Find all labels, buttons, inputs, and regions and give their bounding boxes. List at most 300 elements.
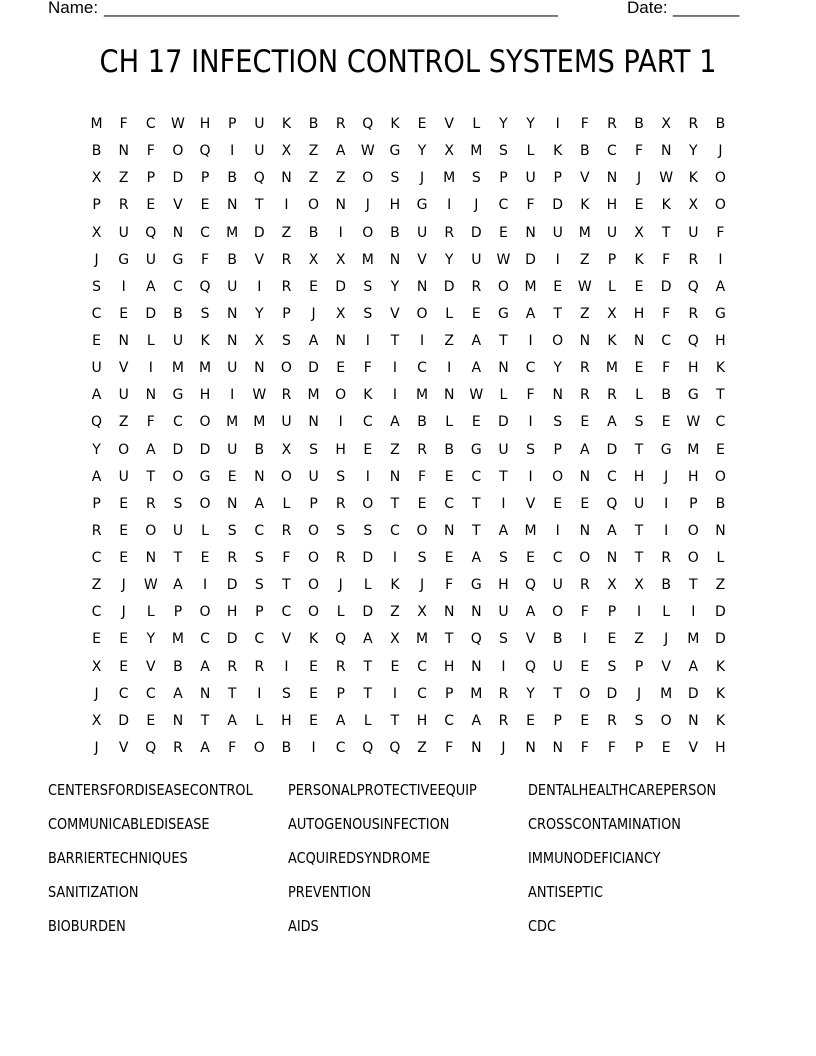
grid-cell[interactable]: E xyxy=(92,333,101,349)
grid-cell[interactable]: X xyxy=(688,197,699,214)
grid-cell[interactable]: M xyxy=(687,631,700,648)
grid-cell[interactable]: U xyxy=(471,251,482,268)
grid-cell[interactable]: F xyxy=(526,197,535,214)
grid-cell[interactable]: N xyxy=(471,658,482,675)
grid-cell[interactable]: R xyxy=(335,658,346,675)
grid-cell[interactable]: P xyxy=(553,170,562,187)
grid-cell[interactable]: P xyxy=(553,712,562,729)
grid-cell[interactable]: N xyxy=(579,468,591,485)
grid-cell[interactable]: Z xyxy=(118,170,129,187)
grid-cell[interactable]: N xyxy=(715,522,726,539)
grid-cell[interactable]: C xyxy=(715,414,726,431)
grid-cell[interactable]: I xyxy=(555,522,560,539)
grid-cell[interactable]: G xyxy=(470,441,482,458)
grid-cell[interactable]: R xyxy=(661,550,672,566)
grid-cell[interactable]: U xyxy=(254,143,265,160)
grid-cell[interactable]: U xyxy=(633,495,645,512)
grid-cell[interactable]: D xyxy=(525,251,536,268)
grid-cell[interactable]: X xyxy=(91,170,102,187)
grid-cell[interactable]: L xyxy=(363,712,372,729)
grid-cell[interactable]: K xyxy=(607,333,617,349)
grid-cell[interactable]: B xyxy=(308,224,319,241)
grid-cell[interactable]: I xyxy=(555,251,560,268)
grid-cell[interactable]: S xyxy=(634,712,644,729)
grid-cell[interactable]: O xyxy=(308,522,320,539)
grid-cell[interactable]: I xyxy=(311,739,316,756)
grid-cell[interactable]: L xyxy=(662,604,671,621)
grid-cell[interactable]: N xyxy=(145,550,157,566)
grid-cell[interactable]: K xyxy=(688,170,698,187)
grid-cell[interactable]: P xyxy=(444,685,454,702)
grid-cell[interactable]: G xyxy=(416,197,428,214)
grid-cell[interactable]: X xyxy=(634,577,644,594)
grid-cell[interactable]: D xyxy=(145,305,157,322)
name-field[interactable]: ________________________________________________ xyxy=(104,0,558,17)
grid-cell[interactable]: L xyxy=(635,387,643,404)
grid-cell[interactable]: K xyxy=(715,658,726,675)
grid-cell[interactable]: R xyxy=(254,658,265,675)
grid-cell[interactable]: X xyxy=(390,631,400,648)
grid-cell[interactable]: N xyxy=(443,604,455,621)
grid-cell[interactable]: N xyxy=(552,739,563,756)
grid-cell[interactable]: R xyxy=(118,197,129,214)
grid-cell[interactable]: J xyxy=(365,197,370,214)
grid-cell[interactable]: V xyxy=(688,739,699,756)
grid-cell[interactable]: R xyxy=(281,278,292,295)
grid-cell[interactable]: O xyxy=(552,604,564,621)
grid-cell[interactable]: N xyxy=(525,224,536,241)
grid-cell[interactable]: Y xyxy=(689,143,698,160)
grid-cell[interactable]: A xyxy=(335,712,346,729)
grid-cell[interactable]: C xyxy=(335,739,346,756)
grid-cell[interactable]: W xyxy=(360,143,375,160)
grid-cell[interactable]: S xyxy=(363,278,373,295)
grid-cell[interactable]: Q xyxy=(253,170,265,187)
grid-cell[interactable]: O xyxy=(335,387,347,404)
grid-cell[interactable]: L xyxy=(201,522,209,539)
grid-cell[interactable]: L xyxy=(146,333,155,349)
grid-cell[interactable]: I xyxy=(447,197,452,214)
grid-cell[interactable]: S xyxy=(634,414,644,431)
grid-cell[interactable]: I xyxy=(392,360,397,377)
grid-cell[interactable]: U xyxy=(118,224,129,241)
grid-cell[interactable]: N xyxy=(172,712,184,729)
grid-cell[interactable]: S xyxy=(526,441,535,458)
grid-cell[interactable]: B xyxy=(715,116,726,132)
grid-cell[interactable]: E xyxy=(336,360,346,377)
grid-cell[interactable]: I xyxy=(528,414,533,431)
grid-cell[interactable]: W xyxy=(686,414,701,431)
grid-cell[interactable]: C xyxy=(525,360,536,377)
grid-cell[interactable]: C xyxy=(444,712,455,729)
grid-cell[interactable]: I xyxy=(257,278,262,295)
grid-cell[interactable]: N xyxy=(416,278,428,295)
grid-cell[interactable]: T xyxy=(689,577,698,594)
grid-cell[interactable]: R xyxy=(335,495,346,512)
grid-cell[interactable]: L xyxy=(445,414,454,431)
grid-cell[interactable]: J xyxy=(338,577,343,594)
grid-cell[interactable]: E xyxy=(146,712,156,729)
grid-cell[interactable]: H xyxy=(688,360,699,377)
grid-cell[interactable]: I xyxy=(528,333,533,349)
grid-cell[interactable]: J xyxy=(664,631,669,648)
grid-cell[interactable]: R xyxy=(227,658,238,675)
grid-cell[interactable]: E xyxy=(444,468,454,485)
grid-cell[interactable]: N xyxy=(525,739,536,756)
grid-cell[interactable]: O xyxy=(145,522,157,539)
grid-cell[interactable]: K xyxy=(715,685,726,702)
grid-cell[interactable]: J xyxy=(121,577,126,594)
grid-cell[interactable]: S xyxy=(607,658,617,675)
grid-cell[interactable]: L xyxy=(499,387,508,404)
grid-cell[interactable]: L xyxy=(146,604,155,621)
grid-cell[interactable]: Z xyxy=(308,170,319,187)
grid-cell[interactable]: C xyxy=(254,631,265,648)
grid-cell[interactable]: E xyxy=(227,468,237,485)
grid-cell[interactable]: P xyxy=(146,170,156,187)
grid-cell[interactable]: Q xyxy=(389,739,401,756)
grid-cell[interactable]: W xyxy=(171,116,185,132)
grid-cell[interactable]: G xyxy=(172,251,184,268)
grid-cell[interactable]: B xyxy=(417,414,427,431)
grid-cell[interactable]: A xyxy=(471,333,482,349)
grid-cell[interactable]: O xyxy=(280,360,292,377)
grid-cell[interactable]: M xyxy=(226,414,239,431)
grid-cell[interactable]: V xyxy=(118,360,129,377)
grid-cell[interactable]: K xyxy=(661,197,671,214)
grid-cell[interactable]: Q xyxy=(335,631,347,648)
grid-cell[interactable]: A xyxy=(471,550,482,566)
grid-cell[interactable]: U xyxy=(227,441,238,458)
grid-cell[interactable]: U xyxy=(688,224,699,241)
grid-cell[interactable]: R xyxy=(607,712,617,729)
grid-cell[interactable]: R xyxy=(688,305,699,322)
grid-cell[interactable]: G xyxy=(660,441,672,458)
grid-cell[interactable]: X xyxy=(254,333,265,349)
grid-cell[interactable]: V xyxy=(390,305,400,322)
grid-cell[interactable]: D xyxy=(687,685,699,702)
grid-cell[interactable]: I xyxy=(230,143,235,160)
grid-cell[interactable]: Z xyxy=(417,739,427,756)
grid-cell[interactable]: Y xyxy=(255,305,264,322)
grid-cell[interactable]: G xyxy=(172,387,184,404)
grid-cell[interactable]: J xyxy=(636,170,642,187)
grid-cell[interactable]: S xyxy=(254,550,264,566)
grid-cell[interactable]: O xyxy=(308,604,320,621)
grid-cell[interactable]: A xyxy=(471,712,482,729)
grid-cell[interactable]: B xyxy=(661,577,671,594)
grid-cell[interactable]: D xyxy=(253,224,265,241)
grid-cell[interactable]: N xyxy=(335,197,346,214)
grid-cell[interactable]: S xyxy=(498,143,508,160)
grid-cell[interactable]: H xyxy=(606,197,618,214)
grid-cell[interactable]: G xyxy=(118,251,130,268)
grid-cell[interactable]: G xyxy=(498,305,509,322)
grid-cell[interactable]: J xyxy=(94,251,99,268)
grid-cell[interactable]: M xyxy=(226,224,239,241)
grid-cell[interactable]: N xyxy=(606,550,618,566)
grid-cell[interactable]: E xyxy=(553,495,563,512)
grid-cell[interactable]: G xyxy=(389,143,401,160)
grid-cell[interactable]: P xyxy=(200,170,210,187)
grid-cell[interactable]: E xyxy=(716,441,725,458)
grid-cell[interactable]: X xyxy=(607,305,617,322)
grid-cell[interactable]: H xyxy=(715,333,726,349)
grid-cell[interactable]: I xyxy=(582,631,587,648)
grid-cell[interactable]: N xyxy=(226,305,238,322)
grid-cell[interactable]: S xyxy=(173,495,183,512)
grid-cell[interactable]: K xyxy=(715,360,726,377)
grid-cell[interactable]: Z xyxy=(390,604,400,621)
grid-cell[interactable]: V xyxy=(146,658,156,675)
grid-cell[interactable]: O xyxy=(280,468,292,485)
grid-cell[interactable]: Q xyxy=(199,278,211,295)
grid-cell[interactable]: G xyxy=(199,468,211,485)
grid-cell[interactable]: R xyxy=(335,550,346,566)
grid-cell[interactable]: T xyxy=(553,305,562,322)
grid-cell[interactable]: I xyxy=(501,495,506,512)
grid-cell[interactable]: A xyxy=(146,278,156,295)
grid-cell[interactable]: F xyxy=(662,251,671,268)
grid-cell[interactable]: W xyxy=(577,278,592,295)
grid-cell[interactable]: A xyxy=(498,522,509,539)
grid-cell[interactable]: X xyxy=(335,305,346,322)
grid-cell[interactable]: P xyxy=(282,305,291,322)
grid-cell[interactable]: N xyxy=(471,739,482,756)
grid-cell[interactable]: C xyxy=(91,604,102,621)
grid-cell[interactable]: K xyxy=(634,251,644,268)
grid-cell[interactable]: I xyxy=(664,495,669,512)
grid-cell[interactable]: O xyxy=(172,468,184,485)
grid-cell[interactable]: O xyxy=(308,550,320,566)
grid-cell[interactable]: N xyxy=(254,360,265,377)
grid-cell[interactable]: N xyxy=(606,170,618,187)
grid-cell[interactable]: K xyxy=(553,143,563,160)
grid-cell[interactable]: Q xyxy=(525,658,537,675)
grid-cell[interactable]: H xyxy=(199,116,211,132)
grid-cell[interactable]: K xyxy=(363,387,373,404)
grid-cell[interactable]: A xyxy=(580,441,590,458)
grid-cell[interactable]: L xyxy=(255,712,264,729)
grid-cell[interactable]: Y xyxy=(526,116,535,132)
grid-cell[interactable]: G xyxy=(470,577,482,594)
grid-cell[interactable]: R xyxy=(579,360,590,377)
grid-cell[interactable]: H xyxy=(498,577,509,594)
grid-cell[interactable]: M xyxy=(443,170,456,187)
grid-cell[interactable]: O xyxy=(660,712,672,729)
grid-cell[interactable]: C xyxy=(91,305,102,322)
grid-cell[interactable]: Q xyxy=(687,333,699,349)
grid-cell[interactable]: T xyxy=(200,712,210,729)
grid-cell[interactable]: I xyxy=(148,360,153,377)
grid-cell[interactable]: V xyxy=(281,631,292,648)
grid-cell[interactable]: D xyxy=(362,604,374,621)
grid-cell[interactable]: E xyxy=(417,116,427,132)
grid-cell[interactable]: S xyxy=(363,305,373,322)
grid-cell[interactable]: B xyxy=(173,658,183,675)
grid-cell[interactable]: H xyxy=(389,197,401,214)
grid-cell[interactable]: F xyxy=(119,116,128,132)
grid-cell[interactable]: D xyxy=(715,604,726,621)
grid-cell[interactable]: E xyxy=(580,712,590,729)
grid-cell[interactable]: U xyxy=(552,224,563,241)
grid-cell[interactable]: A xyxy=(308,333,319,349)
grid-cell[interactable]: E xyxy=(526,712,535,729)
grid-cell[interactable]: C xyxy=(173,414,183,431)
grid-cell[interactable]: I xyxy=(555,116,560,132)
grid-cell[interactable]: S xyxy=(498,550,508,566)
grid-cell[interactable]: A xyxy=(607,522,617,539)
grid-cell[interactable]: A xyxy=(173,685,183,702)
grid-cell[interactable]: D xyxy=(226,631,238,648)
grid-cell[interactable]: B xyxy=(552,631,563,648)
grid-cell[interactable]: T xyxy=(444,631,454,648)
grid-cell[interactable]: W xyxy=(252,387,267,404)
date-field[interactable]: _______ xyxy=(673,0,740,17)
grid-cell[interactable]: C xyxy=(552,550,563,566)
grid-cell[interactable]: I xyxy=(230,387,235,404)
grid-cell[interactable]: C xyxy=(607,143,617,160)
grid-cell[interactable]: T xyxy=(472,495,481,512)
grid-cell[interactable]: F xyxy=(418,468,427,485)
grid-cell[interactable]: T xyxy=(634,550,644,566)
grid-cell[interactable]: P xyxy=(173,604,183,621)
grid-cell[interactable]: K xyxy=(715,712,726,729)
grid-cell[interactable]: S xyxy=(336,468,346,485)
grid-cell[interactable]: N xyxy=(389,251,401,268)
grid-cell[interactable]: W xyxy=(469,387,484,404)
grid-cell[interactable]: C xyxy=(417,685,427,702)
grid-cell[interactable]: R xyxy=(471,278,482,295)
grid-cell[interactable]: Y xyxy=(499,116,508,132)
grid-cell[interactable]: B xyxy=(91,143,102,160)
grid-cell[interactable]: I xyxy=(338,224,343,241)
grid-cell[interactable]: D xyxy=(172,441,184,458)
grid-cell[interactable]: B xyxy=(308,116,319,132)
grid-cell[interactable]: R xyxy=(91,522,102,539)
grid-cell[interactable]: Y xyxy=(526,685,535,702)
grid-cell[interactable]: A xyxy=(146,441,156,458)
grid-cell[interactable]: B xyxy=(281,739,292,756)
grid-cell[interactable]: S xyxy=(92,278,101,295)
grid-cell[interactable]: T xyxy=(146,468,156,485)
grid-cell[interactable]: U xyxy=(118,387,129,404)
grid-cell[interactable]: N xyxy=(660,143,672,160)
grid-cell[interactable]: U xyxy=(254,116,265,132)
grid-cell[interactable]: O xyxy=(687,550,699,566)
grid-cell[interactable]: O xyxy=(497,278,509,295)
grid-cell[interactable]: H xyxy=(443,658,455,675)
grid-cell[interactable]: S xyxy=(200,305,210,322)
grid-cell[interactable]: E xyxy=(417,495,427,512)
grid-cell[interactable]: E xyxy=(119,522,129,539)
grid-cell[interactable]: N xyxy=(579,522,591,539)
grid-cell[interactable]: X xyxy=(607,577,617,594)
grid-cell[interactable]: D xyxy=(606,441,618,458)
grid-cell[interactable]: Q xyxy=(145,739,157,756)
grid-cell[interactable]: E xyxy=(390,658,400,675)
grid-cell[interactable]: B xyxy=(227,170,237,187)
grid-cell[interactable]: F xyxy=(580,739,589,756)
grid-cell[interactable]: E xyxy=(119,631,129,648)
grid-cell[interactable]: C xyxy=(118,685,129,702)
grid-cell[interactable]: Z xyxy=(634,631,644,648)
grid-cell[interactable]: Q xyxy=(606,495,618,512)
grid-cell[interactable]: O xyxy=(172,143,184,160)
grid-cell[interactable]: C xyxy=(254,522,265,539)
grid-cell[interactable]: Q xyxy=(145,224,157,241)
grid-cell[interactable]: P xyxy=(499,170,508,187)
grid-cell[interactable]: T xyxy=(227,685,237,702)
grid-cell[interactable]: U xyxy=(552,658,563,675)
grid-cell[interactable]: N xyxy=(633,333,645,349)
grid-cell[interactable]: J xyxy=(121,604,126,621)
grid-cell[interactable]: E xyxy=(580,658,590,675)
grid-cell[interactable]: S xyxy=(336,522,346,539)
grid-cell[interactable]: M xyxy=(470,685,483,702)
grid-cell[interactable]: F xyxy=(716,224,725,241)
grid-cell[interactable]: E xyxy=(309,658,318,675)
grid-cell[interactable]: A xyxy=(200,739,210,756)
grid-cell[interactable]: F xyxy=(201,251,210,268)
grid-cell[interactable]: J xyxy=(501,739,506,756)
grid-cell[interactable]: H xyxy=(281,712,292,729)
grid-cell[interactable]: Z xyxy=(715,577,726,594)
grid-cell[interactable]: L xyxy=(716,550,725,566)
grid-cell[interactable]: U xyxy=(118,468,129,485)
grid-cell[interactable]: I xyxy=(257,685,262,702)
grid-cell[interactable]: A xyxy=(254,495,265,512)
grid-cell[interactable]: H xyxy=(226,604,238,621)
grid-cell[interactable]: S xyxy=(390,170,400,187)
grid-cell[interactable]: U xyxy=(606,224,618,241)
grid-cell[interactable]: S xyxy=(254,577,264,594)
grid-cell[interactable]: D xyxy=(172,170,184,187)
grid-cell[interactable]: X xyxy=(335,251,346,268)
grid-cell[interactable]: X xyxy=(634,224,644,241)
grid-cell[interactable]: T xyxy=(255,197,264,214)
grid-cell[interactable]: I xyxy=(284,658,289,675)
grid-cell[interactable]: T xyxy=(499,333,508,349)
grid-cell[interactable]: D xyxy=(443,278,455,295)
grid-cell[interactable]: I xyxy=(419,333,425,349)
grid-cell[interactable]: B xyxy=(173,305,183,322)
grid-cell[interactable]: M xyxy=(524,278,537,295)
grid-cell[interactable]: R xyxy=(498,685,509,702)
grid-cell[interactable]: D xyxy=(552,197,564,214)
grid-cell[interactable]: J xyxy=(419,170,425,187)
grid-cell[interactable]: N xyxy=(118,333,129,349)
grid-cell[interactable]: I xyxy=(636,604,642,621)
grid-cell[interactable]: S xyxy=(553,414,563,431)
grid-cell[interactable]: F xyxy=(607,739,616,756)
grid-cell[interactable]: T xyxy=(282,577,291,594)
grid-cell[interactable]: T xyxy=(390,333,400,349)
grid-cell[interactable]: I xyxy=(365,468,370,485)
grid-cell[interactable]: M xyxy=(171,631,184,648)
grid-cell[interactable]: C xyxy=(145,116,156,132)
grid-cell[interactable]: A xyxy=(173,577,183,594)
grid-cell[interactable]: D xyxy=(226,577,238,594)
grid-cell[interactable]: R xyxy=(281,522,292,539)
grid-cell[interactable]: P xyxy=(309,495,318,512)
grid-cell[interactable]: Y xyxy=(444,251,454,268)
grid-cell[interactable]: R xyxy=(227,550,238,566)
grid-cell[interactable]: D xyxy=(606,685,618,702)
grid-cell[interactable]: H xyxy=(633,468,645,485)
grid-cell[interactable]: B xyxy=(580,143,590,160)
grid-cell[interactable]: E xyxy=(607,631,617,648)
